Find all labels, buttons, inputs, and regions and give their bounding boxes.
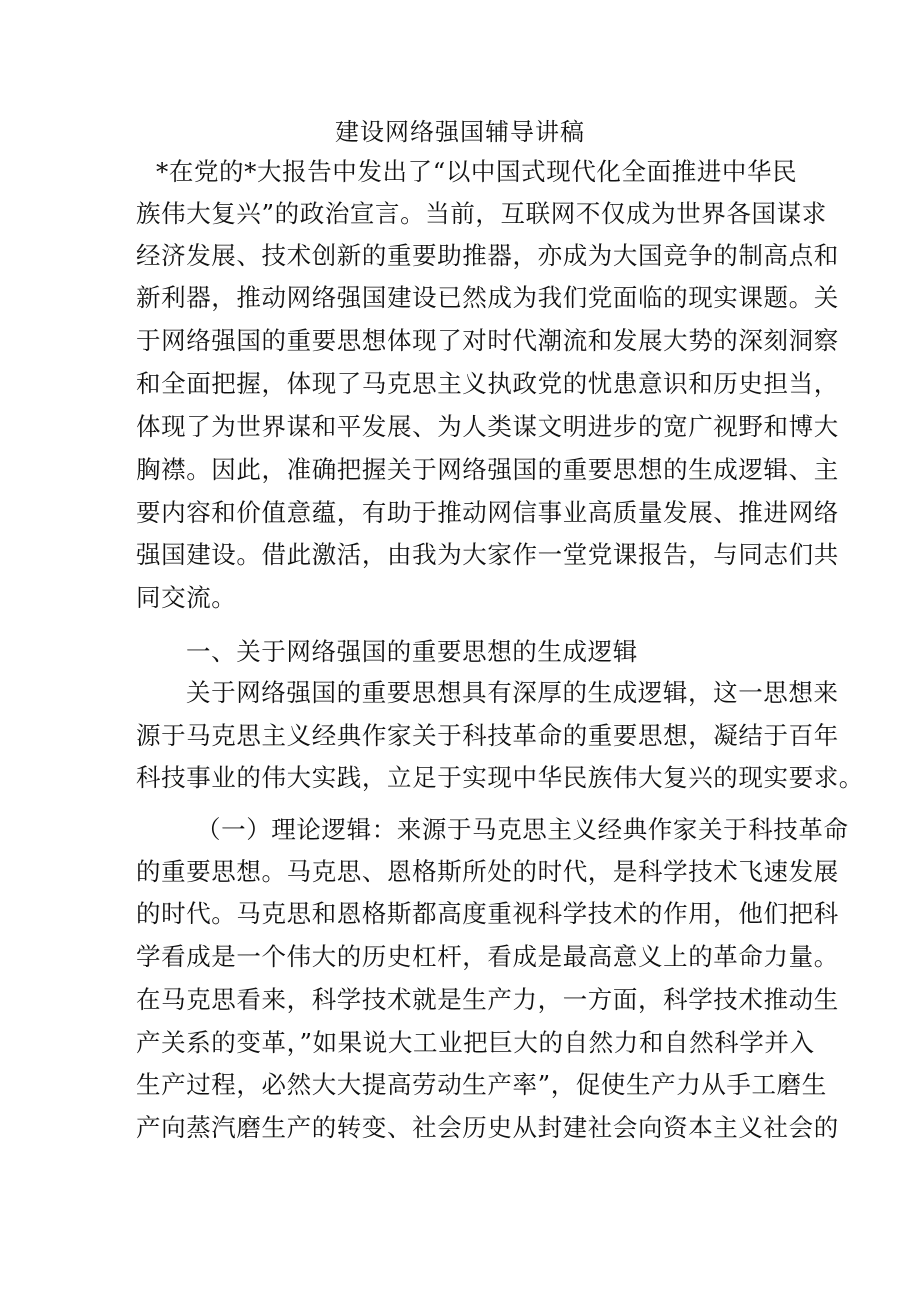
paragraph-line: 强国建设。借此激活，由我为大家作一堂党课报告，与同志们共: [136, 540, 839, 569]
paragraph-line: 新利器，推动网络强国建设已然成为我们党面临的现实课题。关: [136, 283, 839, 312]
paragraph-line: 于网络强国的重要思想体现了对时代潮流和发展大势的深刻洞察: [136, 326, 839, 355]
paragraph-line: 产向蒸汽磨生产的转变、社会历史从封建社会向资本主义社会的: [136, 1113, 839, 1142]
paragraph-line: 和全面把握，体现了马克思主义执政党的忧患意识和历史担当，: [136, 369, 839, 398]
paragraph-line: 族伟大复兴”的政治宣言。当前，互联网不仅成为世界各国谋求: [136, 199, 827, 228]
document-title: 建设网络强国辅导讲稿: [335, 118, 585, 146]
paragraph-line: 的时代。马克思和恩格斯都高度重视科学技术的作用，他们把科: [136, 899, 839, 928]
paragraph-line: 胸襟。因此，准确把握关于网络强国的重要思想的生成逻辑、主: [136, 455, 839, 484]
paragraph-line: 产关系的变革，”如果说大工业把巨大的自然力和自然科学并入: [136, 1028, 815, 1057]
paragraph-line: 的重要思想。马克思、恩格斯所处的时代，是科学技术飞速发展: [136, 857, 839, 886]
paragraph-line: 科技事业的伟大实践，立足于实现中华民族伟大复兴的现实要求。: [136, 763, 864, 792]
paragraph-line: 在马克思看来，科学技术就是生产力，一方面，科学技术推动生: [136, 985, 839, 1014]
paragraph-line: 关于网络强国的重要思想具有深厚的生成逻辑，这一思想来: [186, 678, 839, 707]
paragraph-line: 生产过程，必然大大提高劳动生产率”，促使生产力从手工磨生: [136, 1070, 827, 1099]
paragraph-line: *在党的*大报告中发出了“以中国式现代化全面推进中华民: [156, 157, 798, 186]
paragraph-line: 体现了为世界谋和平发展、为人类谋文明进步的宽广视野和博大: [136, 412, 839, 441]
section-heading: 一、关于网络强国的重要思想的生成逻辑: [186, 637, 638, 666]
paragraph-line: 要内容和价值意蕴，有助于推动网信事业高质量发展、推进网络: [136, 498, 839, 527]
paragraph-line: 源于马克思主义经典作家关于科技革命的重要思想，凝结于百年: [136, 721, 839, 750]
subsection-heading-line: （一）理论逻辑：来源于马克思主义经典作家关于科技革命: [196, 815, 849, 844]
paragraph-line: 学看成是一个伟大的历史杠杆，看成是最高意义上的革命力量。: [136, 942, 839, 971]
paragraph-line: 同交流。: [136, 583, 237, 612]
paragraph-line: 经济发展、技术创新的重要助推器，亦成为大国竞争的制高点和: [136, 241, 839, 270]
